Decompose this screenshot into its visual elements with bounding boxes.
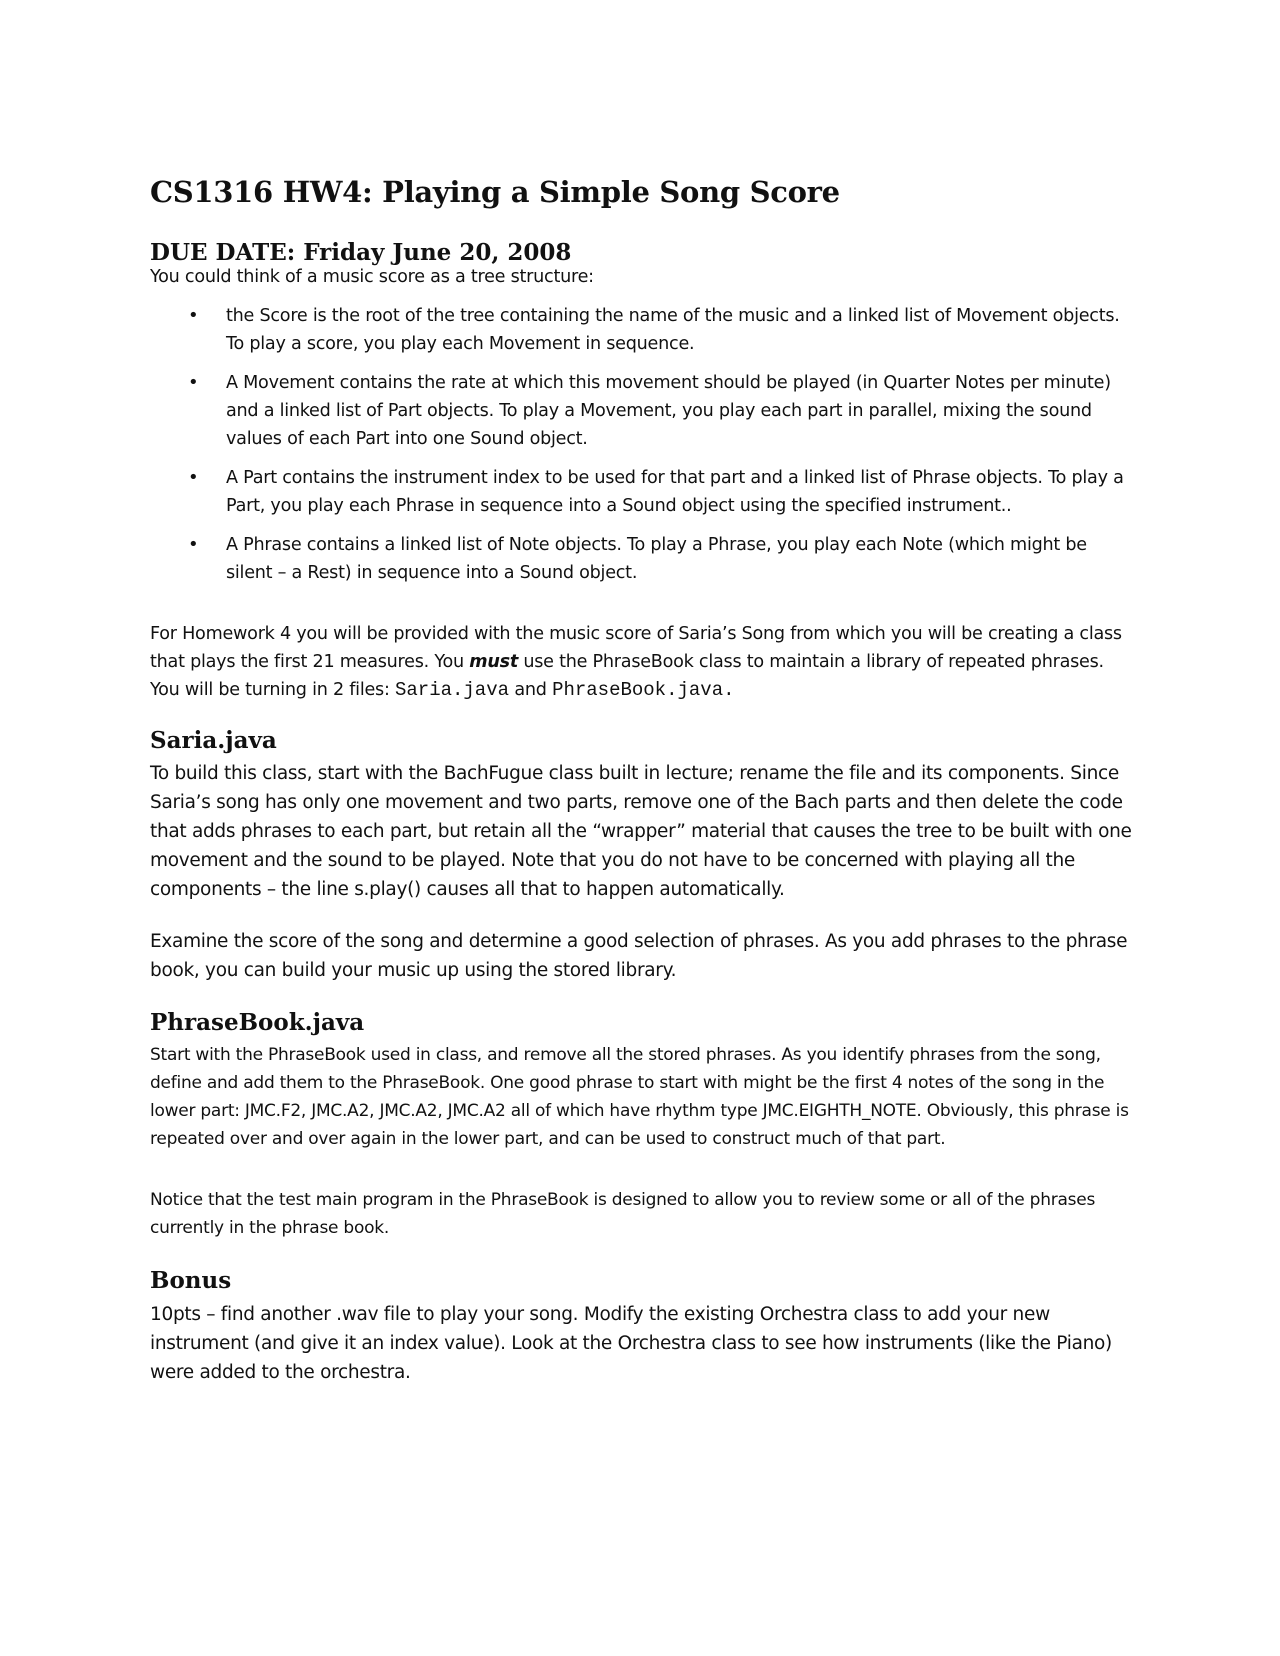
saria-paragraph-2: Examine the score of the song and determine a good selection of phrases. As you add phrases to the phrase book, you can build your music up using the stored library. (150, 931, 1128, 981)
list-item-text: A Part contains the instrument index to be used for that part and a linked list of Phrase objects. To play a Part, you play each Phrase in sequence into a Sound object using the specified instrument.. (226, 468, 1124, 516)
homework-paragraph (150, 620, 1135, 704)
bonus-heading: Bonus (150, 1267, 232, 1294)
bullet-icon: • (188, 534, 199, 555)
list-item-text: the Score is the root of the tree containing the name of the music and a linked list of Movement objects. To play a score, you play each Movement in sequence. (226, 306, 1120, 354)
phrasebook-paragraph: Start with the PhraseBook used in class, and remove all the stored phrases. As you identify phrases from the song, define and add them to the PhraseBook. One good phrase to start with might be the first 4 notes of the song in the lower part: JMC.F2, JMC.A2, JMC.A2, JMC.A2 all of which have rhythm type JMC.EIGHTH_NOTE. Obviously, this phrase is repeated over and over again in the lower part, and can be used to construct much of that part. (150, 1045, 1129, 1149)
bonus-paragraph: 10pts – find another .wav file to play your song. Modify the existing Orchestra class to add your new instrument (and give it an index value). Look at the Orchestra class to see how instruments (like the Piano) were added to the orchestra. (150, 1304, 1112, 1383)
bullet-icon: • (188, 372, 199, 393)
homework-text-1: For Homework 4 you will be provided with the music score of Saria’s Song from which you will be creating a class that plays the first 21 measures. You (150, 624, 1122, 672)
saria-paragraph: To build this class, start with the BachFugue class built in lecture; rename the file and its components. Since Saria’s song has only one movement and two parts, remove one of the Bach parts and then delete the code that adds phrases to each part, but retain all the “wrapper” material that causes the tree to be built with one movement and the sound to be played. Note that you do not have to be concerned with playing all the components – the line s.play() causes all that to happen automatically. (150, 763, 1132, 900)
list-item-text: A Movement contains the rate at which this movement should be played (in Quarter Notes per minute) and a linked list of Part objects. To play a Movement, you play each part in parallel, mixing the sound values of each Part into one Sound object. (226, 373, 1111, 449)
list-item-text: A Phrase contains a linked list of Note objects. To play a Phrase, you play each Note (which might be silent – a Rest) in sequence into a Sound object. (226, 535, 1087, 583)
phrasebook-heading: PhraseBook.java (150, 1009, 365, 1036)
saria-filename: Saria.java (394, 679, 510, 701)
must-emphasis: must (469, 652, 518, 672)
list-item (150, 531, 1135, 587)
phrasebook-paragraph-2: Notice that the test main program in the PhraseBook is designed to allow you to review some or all of the phrases currently in the phrase book. (150, 1190, 1096, 1238)
bullet-icon: • (188, 305, 199, 326)
list-item (150, 302, 1135, 358)
page-title: CS1316 HW4: Playing a Simple Song Score (150, 175, 840, 209)
and-text: and (509, 680, 553, 700)
tree-structure-list (150, 302, 1135, 598)
bullet-icon: • (188, 467, 199, 488)
homework-text-2: use the PhraseBook class to maintain a library of repeated phrases. You will be turning in 2 files: (150, 652, 1104, 700)
intro-text: You could think of a music score as a tree structure: (150, 267, 594, 287)
saria-heading: Saria.java (150, 727, 277, 754)
list-item (150, 464, 1135, 520)
due-date-heading: DUE DATE: Friday June 20, 2008 (150, 239, 572, 266)
list-item (150, 369, 1135, 453)
phrasebook-filename: PhraseBook.java. (552, 679, 735, 701)
